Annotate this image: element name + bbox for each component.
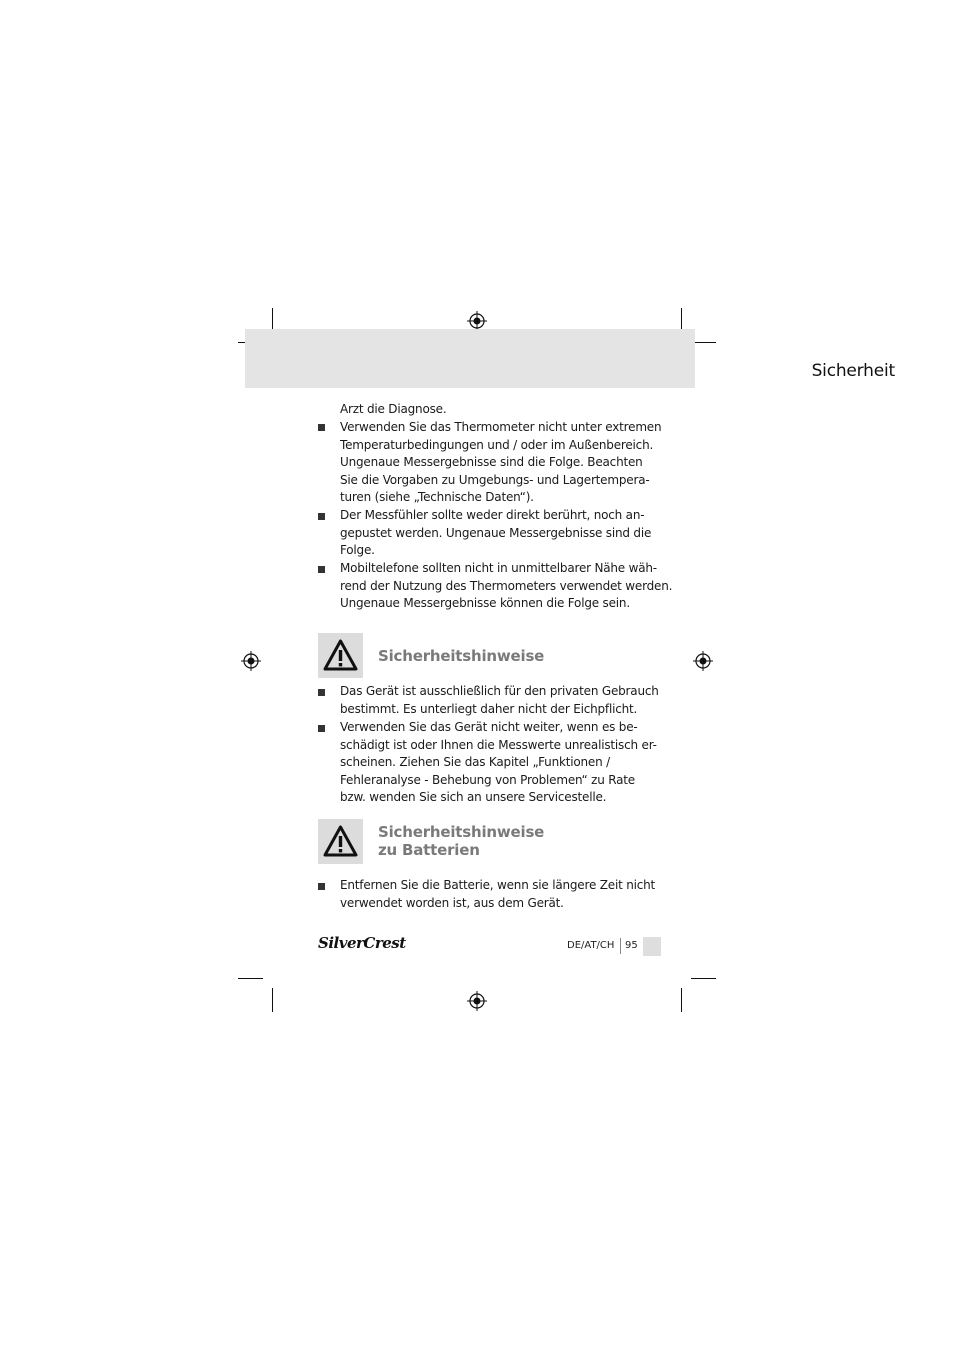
text-line: Ungenaue Messergebnisse sind die Folge. Beachten: [340, 455, 643, 470]
text-line: Sie die Vorgaben zu Umgebungs- und Lagertempera-: [340, 472, 650, 487]
bullet-icon: [318, 424, 325, 431]
country-codes: DE/AT/CH: [567, 940, 615, 951]
continuation-text: [340, 401, 640, 419]
crop-mark: [272, 988, 273, 1012]
warning-box: [318, 819, 363, 864]
text-line: Folge.: [340, 543, 375, 558]
text-line: Fehleranalyse - Behebung von Problemen“ zu Rate: [340, 772, 635, 787]
list-item: [340, 560, 673, 613]
text-line: Arzt die Diagnose.: [340, 402, 447, 416]
bullet-icon: [318, 513, 325, 520]
text-line: Das Gerät ist ausschließlich für den privaten Gebrauch: [340, 684, 659, 698]
section-heading-line: zu Batterien: [378, 841, 480, 859]
header-band: [245, 329, 695, 388]
text-line: Der Messfühler sollte weder direkt berührt, noch an-: [340, 508, 645, 522]
text-line: bestimmt. Es unterliegt daher nicht der Eichpflicht.: [340, 701, 638, 716]
list-item: [340, 507, 652, 560]
crop-mark: [681, 988, 682, 1012]
section-heading: [378, 823, 544, 859]
text-line: rend der Nutzung des Thermometers verwendet werden.: [340, 578, 673, 593]
footer-divider: [620, 938, 621, 954]
footer-marker: [643, 937, 661, 956]
warning-box: [318, 633, 363, 678]
warning-triangle-icon: [322, 638, 359, 672]
text-line: Mobiltelefone sollten nicht in unmittelbarer Nähe wäh-: [340, 561, 657, 575]
text-line: gepustet werden. Ungenaue Messergebnisse sind die: [340, 525, 652, 540]
list-item: [340, 719, 657, 807]
registration-mark-icon: [467, 311, 487, 331]
bullet-icon: [318, 725, 325, 732]
text-line: Entfernen Sie die Batterie, wenn sie längere Zeit nicht: [340, 878, 656, 892]
list-item: [340, 877, 656, 912]
text-line: Verwenden Sie das Gerät nicht weiter, wenn es be-: [340, 720, 638, 734]
warning-triangle-icon: [322, 824, 359, 858]
crop-mark: [691, 978, 716, 979]
bullet-icon: [318, 566, 325, 573]
bullet-icon: [318, 883, 325, 890]
text-line: schädigt ist oder Ihnen die Messwerte unrealistisch er-: [340, 737, 657, 752]
text-line: bzw. wenden Sie sich an unsere Servicestelle.: [340, 790, 607, 805]
text-line: verwendet worden ist, aus dem Gerät.: [340, 895, 564, 910]
text-line: Ungenaue Messergebnisse können die Folge sein.: [340, 596, 630, 611]
text-line: turen (siehe „Technische Daten“).: [340, 490, 534, 505]
brand-logo: SilverCrest: [318, 934, 406, 952]
crop-mark: [238, 978, 263, 979]
section-heading: Sicherheitshinweise: [378, 647, 545, 665]
registration-mark-icon: [241, 651, 261, 671]
text-line: scheinen. Ziehen Sie das Kapitel „Funktionen /: [340, 755, 610, 770]
text-line: Temperaturbedingungen und / oder im Außenbereich.: [340, 437, 654, 452]
section-heading-line: Sicherheitshinweise: [378, 823, 545, 841]
text-line: Verwenden Sie das Thermometer nicht unter extremen: [340, 420, 662, 434]
page-number: 95: [625, 940, 638, 951]
bullet-icon: [318, 689, 325, 696]
registration-mark-icon: [467, 991, 487, 1011]
list-item: [340, 419, 662, 507]
list-item: [340, 683, 659, 718]
registration-mark-icon: [693, 651, 713, 671]
page-title: Sicherheit: [811, 361, 895, 381]
